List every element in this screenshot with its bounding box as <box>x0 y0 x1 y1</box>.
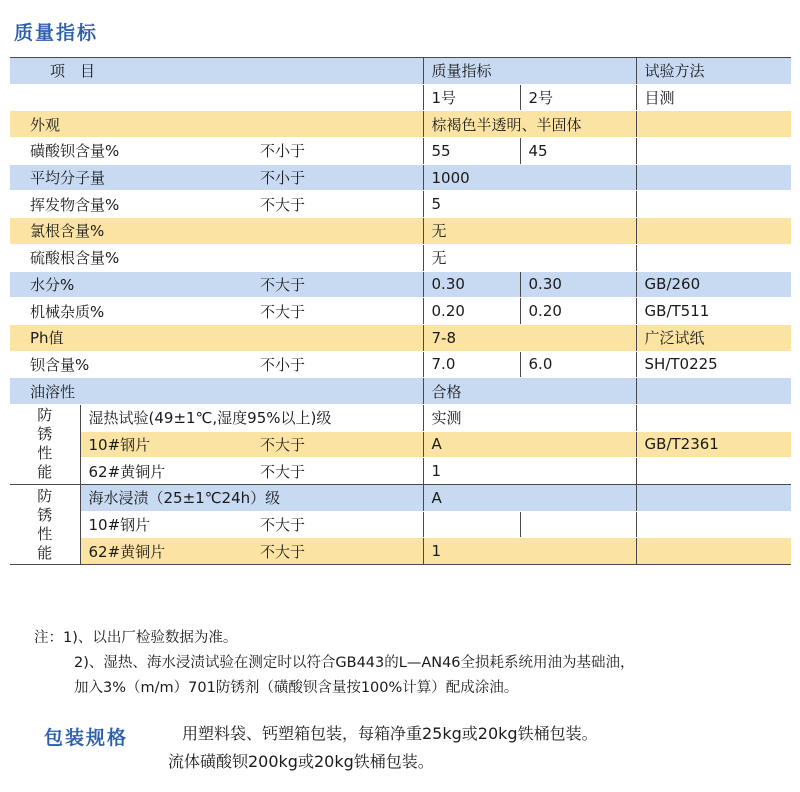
row-method: GB/T511 <box>636 298 791 325</box>
subheader-empty <box>10 84 423 111</box>
side-label-char: 性 <box>37 444 53 463</box>
row-method: SH/T0225 <box>636 351 791 378</box>
row-value-1: 7.0 <box>423 351 520 378</box>
row-value-1: 棕褐色半透明、半固体 <box>423 111 636 138</box>
row-value-1: 无 <box>423 218 636 245</box>
row-method <box>636 458 791 485</box>
row-item: 平均分子量 <box>10 164 252 191</box>
row-item: 湿热试验(49±1℃,湿度95%以上)级 <box>80 404 423 431</box>
header-grade-1: 1号 <box>423 84 520 111</box>
note-line-2: 2)、湿热、海水浸渍试验在测定时以符合GB443的L—AN46全损耗系统用油为基础油， <box>74 655 635 671</box>
table-row <box>10 138 791 165</box>
row-value-2: 0.30 <box>520 271 636 298</box>
packaging-text <box>168 720 598 776</box>
table-row <box>10 378 791 405</box>
row-item: 磺酸钡含量% <box>10 138 252 165</box>
table-row <box>10 271 791 298</box>
row-method <box>636 191 791 218</box>
row-value-2 <box>520 511 636 538</box>
table-row <box>10 164 791 191</box>
quality-spec-table <box>10 57 791 565</box>
table-subheader-row <box>10 84 791 111</box>
row-method <box>636 164 791 191</box>
packaging-line-1: 用塑料袋、钙塑箱包装，每箱净重25kg或20kg铁桶包装。 <box>182 724 598 743</box>
side-label-rust-performance <box>10 404 80 484</box>
row-condition: 不大于 <box>252 431 423 458</box>
row-method <box>636 538 791 565</box>
side-label-char: 防 <box>37 486 53 505</box>
header-method: 试验方法 <box>636 58 791 85</box>
side-label-rust-performance <box>10 485 80 565</box>
side-label-char: 性 <box>37 524 53 543</box>
row-condition: 不小于 <box>252 351 423 378</box>
row-value-1: 55 <box>423 138 520 165</box>
row-item: 挥发物含量% <box>10 191 252 218</box>
row-item: 氯根含量% <box>10 218 423 245</box>
row-condition: 不大于 <box>252 298 423 325</box>
row-item: 10#钢片 <box>80 511 252 538</box>
row-item: Ph值 <box>10 324 423 351</box>
side-label-char: 防 <box>37 406 53 425</box>
packaging-line-2: 流体磺酸钡200kg或20kg铁桶包装。 <box>168 752 434 771</box>
table-row <box>10 485 791 512</box>
row-value-1: 7-8 <box>423 324 636 351</box>
row-method <box>636 404 791 431</box>
table-row <box>10 511 791 538</box>
row-value-1: A <box>423 485 636 512</box>
side-label-char: 能 <box>37 463 53 482</box>
row-item: 10#钢片 <box>80 431 252 458</box>
side-label-char: 锈 <box>37 505 53 524</box>
row-item: 钡含量% <box>10 351 252 378</box>
table-row <box>10 244 791 271</box>
row-value-1: A <box>423 431 636 458</box>
row-method <box>636 244 791 271</box>
table-row <box>10 298 791 325</box>
row-method <box>636 138 791 165</box>
row-item: 水分% <box>10 271 252 298</box>
row-item: 硫酸根含量% <box>10 244 423 271</box>
table-row <box>10 111 791 138</box>
header-item: 项 目 <box>10 58 423 85</box>
header-spec: 质量指标 <box>423 58 636 85</box>
row-method: GB/260 <box>636 271 791 298</box>
note-line-3: 加入3%（m/m）701防锈剂（磺酸钡含量按100%计算）配成涂油。 <box>74 680 519 696</box>
row-condition: 不大于 <box>252 511 423 538</box>
row-item: 机械杂质% <box>10 298 252 325</box>
table-row <box>10 538 791 565</box>
row-method <box>636 111 791 138</box>
header-method-sub: 目测 <box>636 84 791 111</box>
row-value-2: 45 <box>520 138 636 165</box>
row-value-1: 0.30 <box>423 271 520 298</box>
row-item: 62#黄铜片 <box>80 538 252 565</box>
section-title: 质量指标 <box>14 22 99 44</box>
row-method: 广泛试纸 <box>636 324 791 351</box>
row-condition: 不小于 <box>252 138 423 165</box>
row-item: 62#黄铜片 <box>80 458 252 485</box>
row-method <box>636 485 791 512</box>
row-item: 海水浸渍（25±1℃24h）级 <box>80 485 423 512</box>
side-label-char: 锈 <box>37 425 53 444</box>
row-value-2: 0.20 <box>520 298 636 325</box>
row-method <box>636 511 791 538</box>
row-method: GB/T2361 <box>636 431 791 458</box>
row-value-1: 0.20 <box>423 298 520 325</box>
row-value-1: 5 <box>423 191 636 218</box>
row-condition: 不大于 <box>252 458 423 485</box>
table-row <box>10 431 791 458</box>
row-value-1: 1000 <box>423 164 636 191</box>
table-row <box>10 458 791 485</box>
side-label-char: 能 <box>37 543 53 562</box>
table-row <box>10 218 791 245</box>
row-value-1 <box>423 511 520 538</box>
row-condition: 不大于 <box>252 271 423 298</box>
row-value-1: 实测 <box>423 404 636 431</box>
row-condition: 不小于 <box>252 164 423 191</box>
row-condition: 不大于 <box>252 191 423 218</box>
table-row <box>10 404 791 431</box>
row-condition: 不大于 <box>252 538 423 565</box>
row-method <box>636 378 791 405</box>
note-line-1: 注：1)、以出厂检验数据为准。 <box>34 630 238 646</box>
header-grade-2: 2号 <box>520 84 636 111</box>
table-row <box>10 324 791 351</box>
table-row <box>10 351 791 378</box>
row-item: 油溶性 <box>10 378 423 405</box>
row-value-2: 6.0 <box>520 351 636 378</box>
table-header-row <box>10 58 791 85</box>
row-value-1: 1 <box>423 458 636 485</box>
notes <box>34 626 635 701</box>
packaging-title: 包装规格 <box>44 727 129 749</box>
row-value-1: 无 <box>423 244 636 271</box>
row-item: 外观 <box>10 111 423 138</box>
row-value-1: 1 <box>423 538 636 565</box>
table-row <box>10 191 791 218</box>
row-method <box>636 218 791 245</box>
row-value-1: 合格 <box>423 378 636 405</box>
